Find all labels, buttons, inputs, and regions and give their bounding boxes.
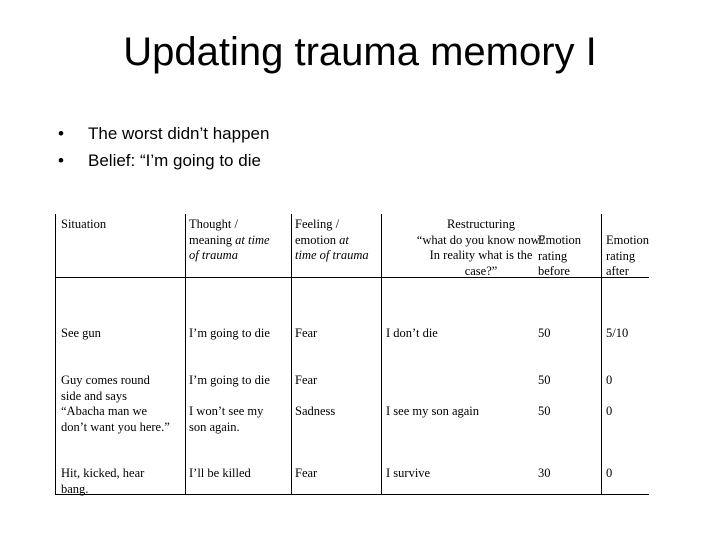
header-rating-before: Emotion rating before bbox=[538, 233, 582, 278]
column-divider bbox=[601, 214, 602, 494]
header-rating-after: Emotion rating after bbox=[606, 233, 650, 278]
cell-feeling: Fear bbox=[295, 466, 318, 480]
cell-restructuring: I don’t die bbox=[386, 326, 438, 340]
cell-rating-after: 0 bbox=[606, 373, 613, 387]
cell-rating-before: 50 bbox=[538, 373, 551, 387]
cell-situation: “Abacha man we don’t want you here.” bbox=[61, 404, 170, 434]
slide-title: Updating trauma memory I bbox=[123, 30, 597, 74]
column-divider bbox=[291, 214, 292, 494]
bullet-item: • The worst didn’t happen bbox=[58, 120, 269, 147]
cell-situation: Guy comes round side and says bbox=[61, 373, 150, 403]
cell-situation: See gun bbox=[61, 326, 101, 340]
cell-thought: I’ll be killed bbox=[189, 466, 251, 480]
trauma-table bbox=[55, 214, 649, 495]
cell-thought: I’m going to die bbox=[189, 326, 270, 340]
cell-rating-after: 0 bbox=[606, 466, 613, 480]
bullet-item: • Belief: “I’m going to die bbox=[58, 147, 269, 174]
header-situation: Situation bbox=[61, 217, 107, 231]
cell-restructuring: I survive bbox=[386, 466, 431, 480]
cell-thought: I’m going to die bbox=[189, 373, 270, 387]
cell-rating-before: 50 bbox=[538, 326, 551, 340]
cell-feeling: Fear bbox=[295, 326, 318, 340]
column-divider bbox=[185, 214, 186, 494]
header-thought: Thought / meaning at time of trauma bbox=[189, 217, 270, 262]
cell-feeling: Sadness bbox=[295, 404, 336, 418]
column-divider bbox=[381, 214, 382, 494]
cell-rating-before: 30 bbox=[538, 466, 551, 480]
cell-thought: I won’t see my son again. bbox=[189, 404, 264, 434]
cell-rating-after: 5/10 bbox=[606, 326, 629, 340]
cell-rating-before: 50 bbox=[538, 404, 551, 418]
bullet-dot-icon: • bbox=[58, 124, 64, 143]
bullet-list bbox=[58, 120, 269, 174]
bullet-dot-icon: • bbox=[58, 151, 64, 170]
cell-feeling: Fear bbox=[295, 373, 318, 387]
header-restructuring: Restructuring “what do you know now? In reality what is the case?” bbox=[416, 217, 546, 278]
header-feeling: Feeling / emotion at time of trauma bbox=[295, 217, 369, 262]
cell-rating-after: 0 bbox=[606, 404, 613, 418]
cell-situation: Hit, kicked, hear bang. bbox=[61, 466, 145, 496]
cell-restructuring: I see my son again bbox=[386, 404, 480, 418]
